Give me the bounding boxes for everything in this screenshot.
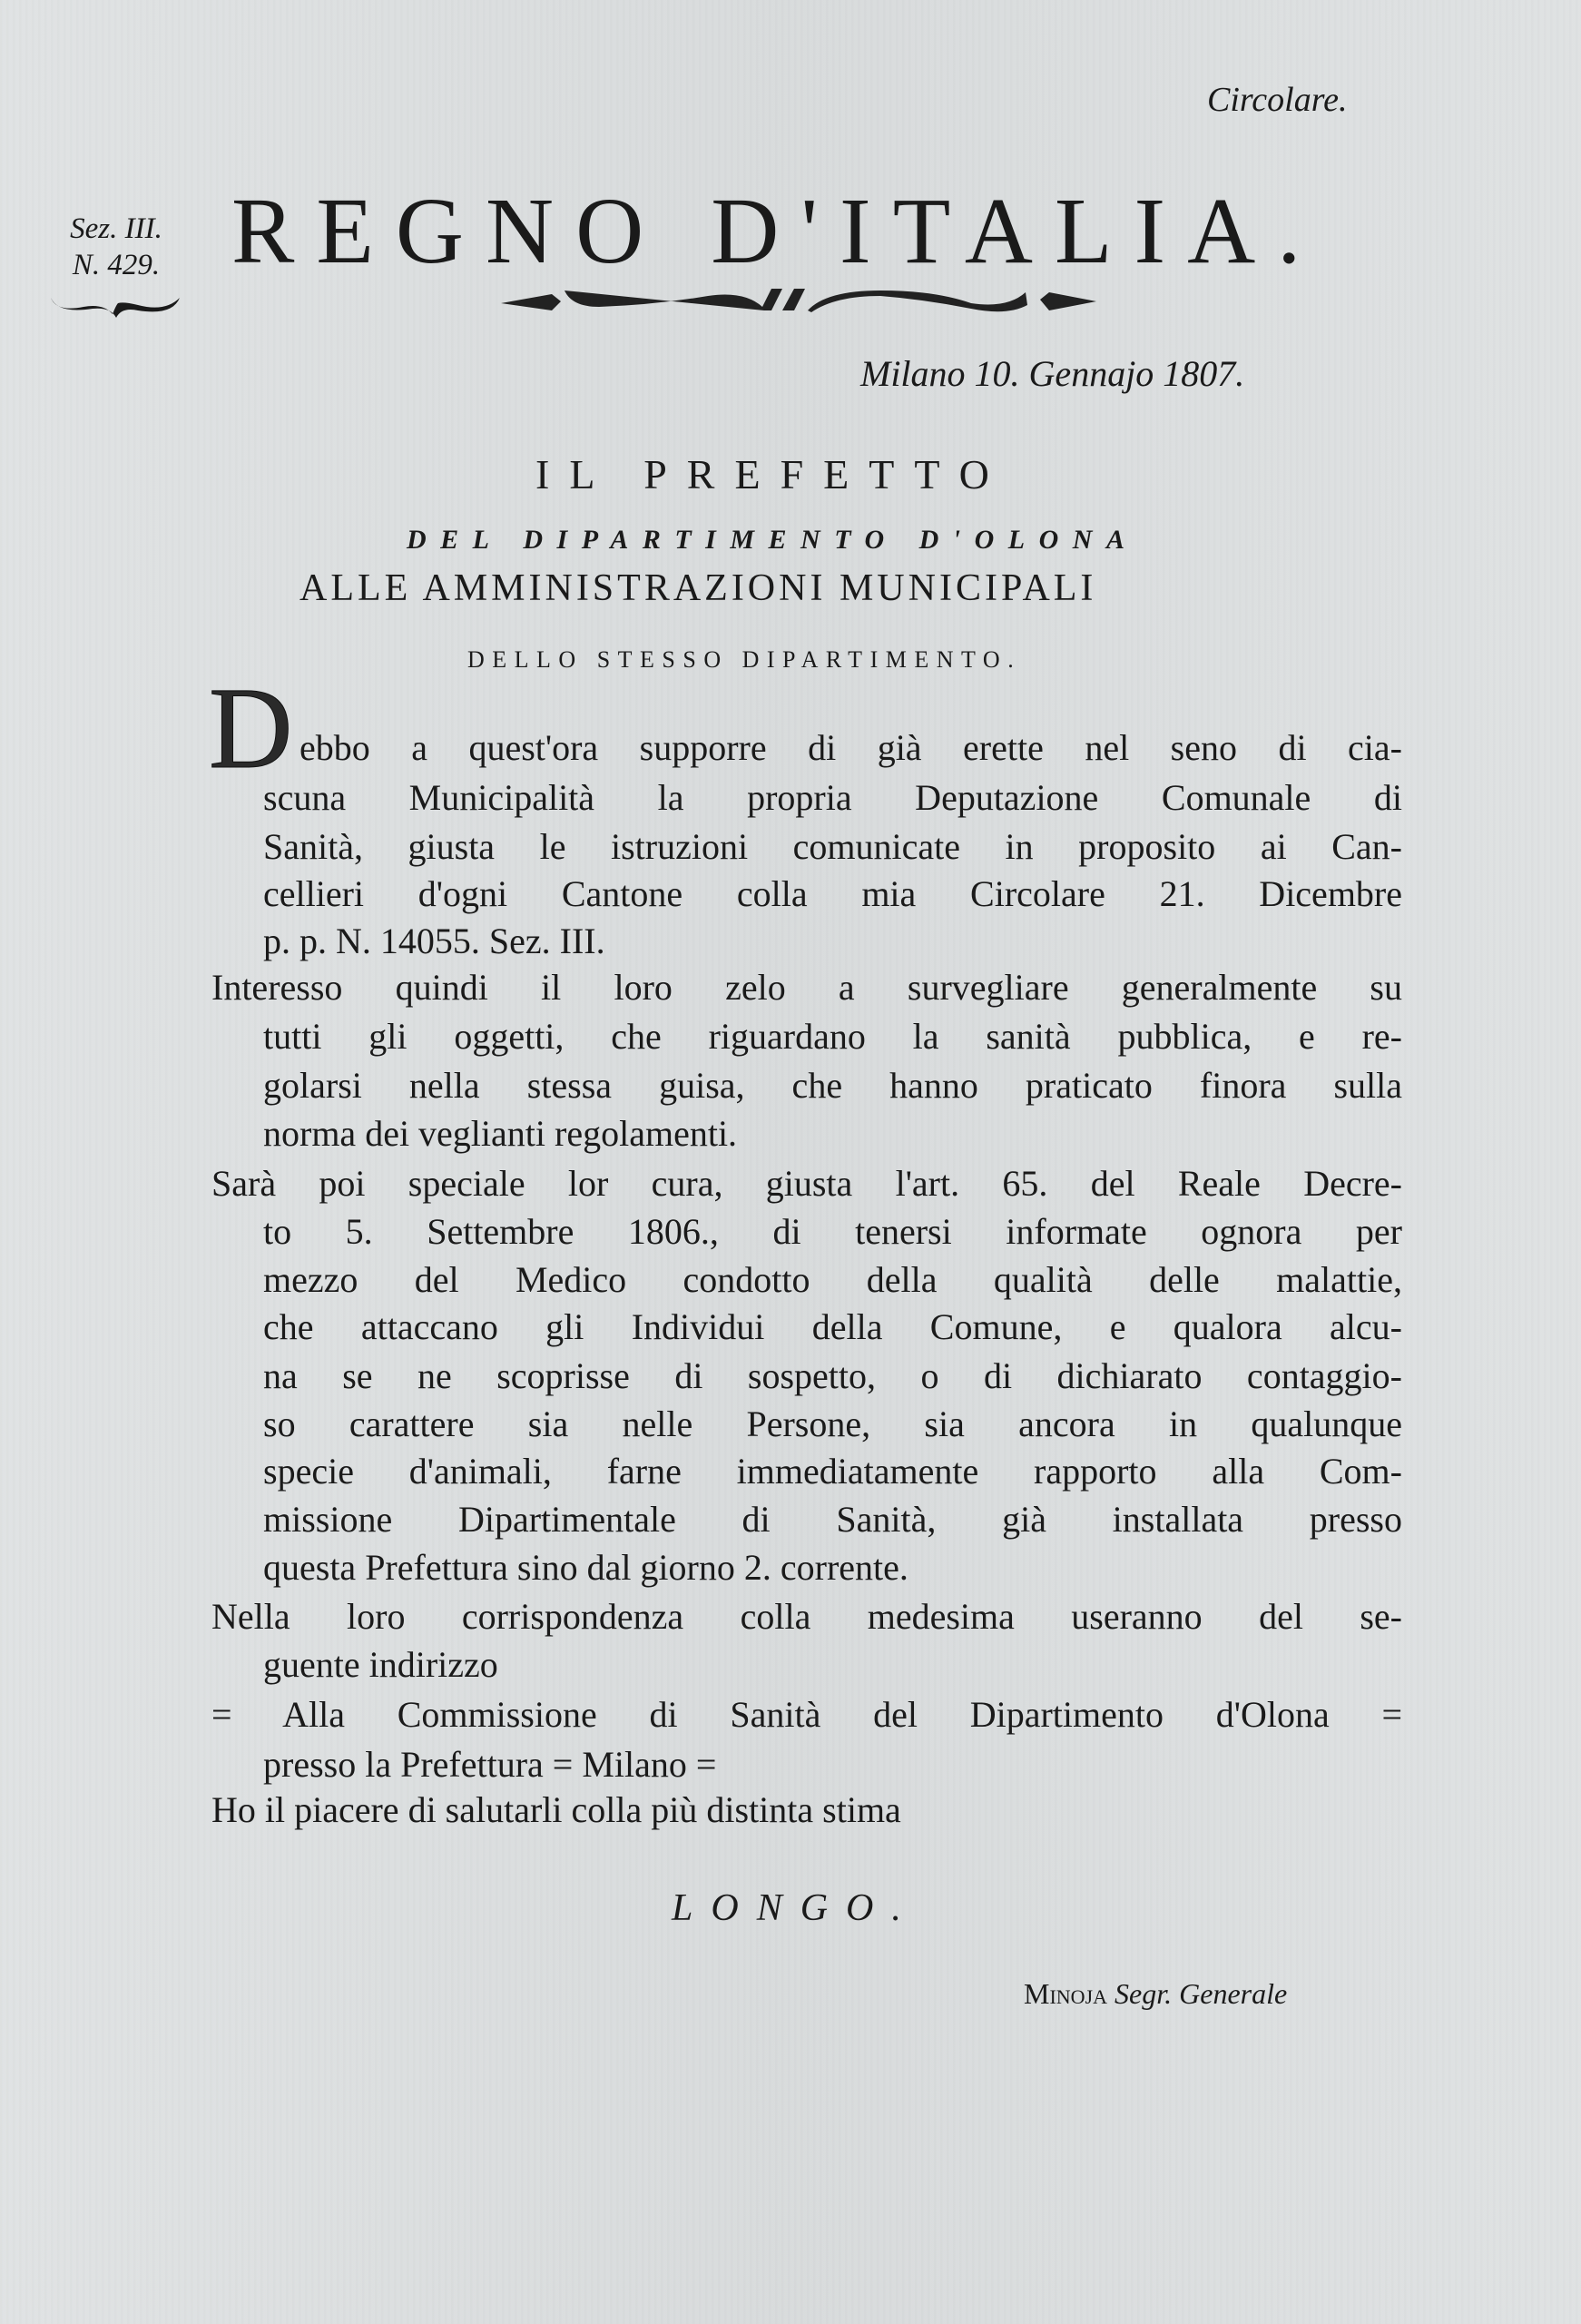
body-line: golarsi nella stessa guisa, che hanno praticato finora sulla	[263, 1065, 1402, 1106]
body-line: questa Prefettura sino dal giorno 2. corrente.	[263, 1547, 908, 1588]
body-line: Interesso quindi il loro zelo a survegliare generalmente su	[211, 967, 1402, 1008]
document-date: Milano 10. Gennajo 1807.	[860, 353, 1245, 394]
body-line: cellieri d'ogni Cantone colla mia Circolare 21. Dicembre	[263, 873, 1402, 914]
body-line: na se ne scoprisse di sospetto, o di dichiarato contaggio-	[263, 1355, 1402, 1396]
body-line: Ho il piacere di salutarli colla più distinta stima	[211, 1789, 901, 1830]
recipient-line: ALLE AMMINISTRAZIONI MUNICIPALI	[300, 567, 1097, 609]
section-number: Sez. III.	[70, 212, 162, 245]
body-line: mezzo del Medico condotto della qualità delle malattie,	[263, 1259, 1402, 1300]
body-line: Sanità, giusta le istruzioni comunicate in proposito ai Can-	[263, 826, 1402, 867]
secretary-signature	[1024, 1977, 1287, 2011]
document-title: REGNO D'ITALIA.	[231, 179, 1323, 283]
secretary-name: Minoja	[1024, 1977, 1108, 2010]
document-number: N. 429.	[72, 249, 161, 281]
body-line: guente indirizzo	[263, 1644, 498, 1685]
sender-department: DEL DIPARTIMENTO D'OLONA	[407, 525, 1139, 555]
body-line: norma dei veglianti regolamenti.	[263, 1113, 738, 1154]
body-line: = Alla Commissione di Sanità del Dipartimento d'Olona =	[211, 1694, 1402, 1735]
recipient-department: DELLO STESSO DIPARTIMENTO.	[467, 646, 1022, 673]
body-line: Nella loro corrispondenza colla medesima useranno del se-	[211, 1596, 1402, 1637]
circular-label: Circolare.	[1207, 81, 1348, 119]
body-line: so carattere sia nelle Persone, sia ancora in qualunque	[263, 1403, 1402, 1444]
drop-cap: D	[209, 664, 293, 793]
prefect-signature: LONGO.	[672, 1887, 919, 1929]
body-line: Sarà poi speciale lor cura, giusta l'art. 65. del Reale Decre-	[211, 1163, 1402, 1204]
body-line: tutti gli oggetti, che riguardano la sanità pubblica, e re-	[263, 1016, 1402, 1057]
section-reference	[44, 211, 189, 283]
body-line: presso la Prefettura = Milano =	[263, 1744, 717, 1785]
body-line: to 5. Settembre 1806., di tenersi informate ognora per	[263, 1211, 1402, 1252]
body-line: missione Dipartimentale di Sanità, già installata presso	[263, 1499, 1402, 1540]
body-line: specie d'animali, farne immediatamente rapporto alla Com-	[263, 1451, 1402, 1492]
body-line: p. p. N. 14055. Sez. III.	[263, 921, 605, 961]
body-line: che attaccano gli Individui della Comune, e qualora alcu-	[263, 1306, 1402, 1347]
secretary-title: Segr. Generale	[1115, 1977, 1288, 2010]
brace-ornament-icon	[47, 292, 183, 320]
body-line: scuna Municipalità la propria Deputazione Comunale di	[263, 777, 1402, 818]
sender-title: IL PREFETTO	[535, 451, 1009, 497]
body-line: ebbo a quest'ora supporre di già erette nel seno di cia-	[300, 727, 1402, 768]
title-flourish-ornament-icon	[499, 283, 1098, 320]
